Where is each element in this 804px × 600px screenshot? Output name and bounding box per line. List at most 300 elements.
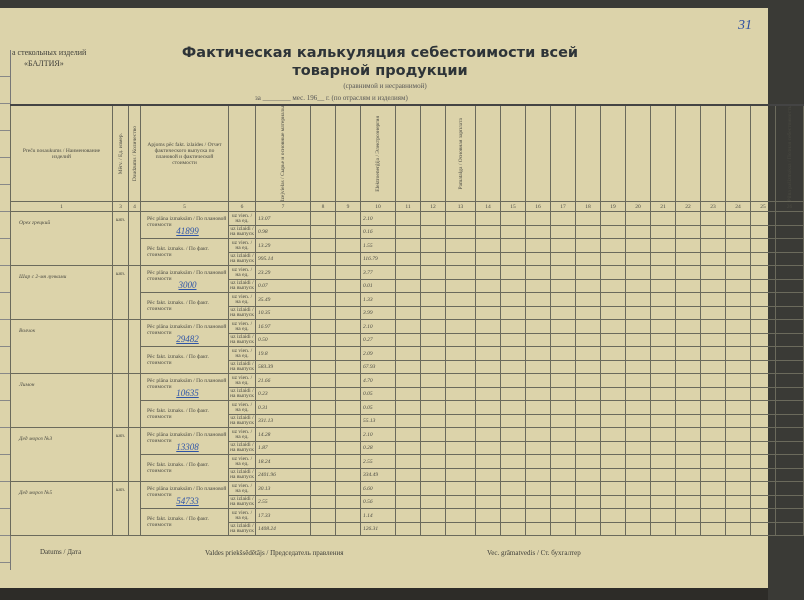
cell	[626, 333, 651, 347]
value-cell: 0.01	[361, 279, 396, 293]
cell	[501, 347, 526, 361]
footer-chairman: Valdes priekšsēdētājs / Председатель правления	[205, 549, 344, 557]
cell	[626, 293, 651, 307]
cell	[601, 509, 626, 523]
cell	[726, 482, 751, 496]
value-cell: 55.13	[361, 414, 396, 428]
cell	[336, 401, 361, 415]
value-cell: 13.29	[256, 239, 311, 253]
cell	[751, 495, 776, 509]
column-number: 18	[576, 202, 601, 212]
cell	[446, 252, 476, 266]
cell	[601, 252, 626, 266]
column-header	[476, 105, 501, 202]
column-number: 14	[476, 202, 501, 212]
cell	[576, 414, 601, 428]
cell	[626, 306, 651, 320]
cell	[421, 239, 446, 253]
cell	[551, 333, 576, 347]
cell	[776, 266, 804, 280]
cell	[311, 360, 336, 374]
cell	[526, 239, 551, 253]
cell	[311, 401, 336, 415]
cell	[776, 495, 804, 509]
unit-basis: uz vien. / на ед.	[229, 212, 256, 226]
cell	[676, 455, 701, 469]
cell	[751, 455, 776, 469]
cell	[526, 482, 551, 496]
column-header: Pamatalga / Основная зарплата	[446, 105, 476, 202]
cell	[311, 239, 336, 253]
unit-basis: uz vien. / на ед.	[229, 239, 256, 253]
column-header	[311, 105, 336, 202]
value-cell: 4.70	[361, 374, 396, 388]
cell	[651, 509, 676, 523]
cell	[526, 320, 551, 334]
cell	[626, 522, 651, 536]
cell	[626, 266, 651, 280]
cell	[576, 333, 601, 347]
planned-quantity: 54733	[176, 496, 199, 507]
column-header	[751, 105, 776, 202]
cell	[776, 360, 804, 374]
value-cell: 2401.96	[256, 468, 311, 482]
cell	[501, 509, 526, 523]
cell	[676, 482, 701, 496]
unit-basis: uz izlaidi / на выпуск	[230, 253, 254, 265]
value-cell: 1.14	[361, 509, 396, 523]
planned-quantity: 41899	[176, 226, 199, 237]
cell	[626, 387, 651, 401]
column-number: 7	[256, 202, 311, 212]
column-header: Preču nosaukums / Наименование изделий	[11, 105, 113, 202]
cell	[751, 333, 776, 347]
cell	[446, 387, 476, 401]
cell	[626, 347, 651, 361]
value-cell: 583.39	[256, 360, 311, 374]
cell	[626, 360, 651, 374]
cell	[396, 468, 421, 482]
cell	[651, 320, 676, 334]
cell	[551, 374, 576, 388]
cell	[651, 522, 676, 536]
cell	[336, 293, 361, 307]
value-cell: 19.8	[256, 347, 311, 361]
cell	[601, 293, 626, 307]
cell	[476, 360, 501, 374]
cell	[576, 279, 601, 293]
cell	[626, 212, 651, 226]
cell	[396, 374, 421, 388]
column-header	[601, 105, 626, 202]
column-header	[726, 105, 751, 202]
cell	[701, 360, 726, 374]
value-cell: 67.93	[361, 360, 396, 374]
row-label: Pēc plāna izmaksām / По плановой стоимости 29482	[141, 320, 229, 347]
cell	[576, 252, 601, 266]
cell	[676, 387, 701, 401]
cell	[526, 387, 551, 401]
value-cell: 18.24	[256, 455, 311, 469]
cell	[751, 414, 776, 428]
cell	[651, 225, 676, 239]
cell	[576, 455, 601, 469]
value-cell: 2.55	[361, 455, 396, 469]
cell	[336, 414, 361, 428]
cell	[751, 401, 776, 415]
cell	[776, 212, 804, 226]
cell	[676, 522, 701, 536]
cell	[501, 320, 526, 334]
cell	[421, 252, 446, 266]
cell	[336, 320, 361, 334]
cell	[726, 468, 751, 482]
cell	[336, 468, 361, 482]
cell	[651, 374, 676, 388]
cell	[726, 455, 751, 469]
cell	[576, 320, 601, 334]
cell	[501, 279, 526, 293]
cell	[701, 347, 726, 361]
cell	[651, 239, 676, 253]
value-cell: 331.13	[256, 414, 311, 428]
column-header: Apjoms pēc fakt. izlaides / Отчет фактического выпуска по плановой и фактической стоимости	[141, 105, 229, 202]
cell	[576, 495, 601, 509]
column-number: 12	[421, 202, 446, 212]
cell	[751, 320, 776, 334]
cell	[701, 225, 726, 239]
cell	[626, 239, 651, 253]
cell	[526, 279, 551, 293]
cell	[726, 212, 751, 226]
cell	[776, 333, 804, 347]
footer-date: Datums / Дата	[40, 548, 82, 556]
cell	[501, 522, 526, 536]
cell	[526, 293, 551, 307]
cell	[576, 212, 601, 226]
cell	[701, 468, 726, 482]
cell	[726, 239, 751, 253]
cell	[476, 414, 501, 428]
cell	[421, 414, 446, 428]
cell	[701, 320, 726, 334]
cell	[776, 441, 804, 455]
cell	[701, 387, 726, 401]
cell	[576, 293, 601, 307]
cell	[526, 522, 551, 536]
cell	[751, 482, 776, 496]
value-cell: 0.56	[361, 495, 396, 509]
cell	[601, 495, 626, 509]
column-header	[551, 105, 576, 202]
cell	[476, 293, 501, 307]
cell	[501, 225, 526, 239]
table-row	[11, 266, 804, 280]
cell	[576, 360, 601, 374]
value-cell: 2.09	[361, 347, 396, 361]
cell	[311, 225, 336, 239]
cell	[501, 374, 526, 388]
cell	[396, 347, 421, 361]
cell	[751, 347, 776, 361]
cell	[396, 522, 421, 536]
unit-basis: uz vien. / на ед.	[229, 401, 256, 415]
row-label: Pēc plāna izmaksām / По плановой стоимости 13308	[141, 428, 229, 455]
cell	[551, 239, 576, 253]
value-cell: 0.16	[361, 225, 396, 239]
cell	[476, 320, 501, 334]
cell	[676, 509, 701, 523]
product-unit: шт.	[113, 266, 129, 320]
product-unit: шт.	[113, 212, 129, 266]
value-cell: 2.10	[361, 212, 396, 226]
column-number: 6	[229, 202, 256, 212]
cell	[446, 306, 476, 320]
cell	[476, 495, 501, 509]
cell	[776, 509, 804, 523]
cell	[651, 279, 676, 293]
unit-basis: uz vien. / на ед.	[229, 266, 256, 280]
row-label: Pēc fakt. izmaks. / По факт. стоимости	[141, 455, 229, 482]
value-cell: 35.49	[256, 293, 311, 307]
cell	[551, 347, 576, 361]
column-header	[336, 105, 361, 202]
cell	[676, 495, 701, 509]
cell	[446, 455, 476, 469]
cell	[476, 374, 501, 388]
unit-basis: uz izlaidi / на выпуск	[230, 469, 254, 481]
cell	[501, 239, 526, 253]
cell	[676, 293, 701, 307]
value-cell: 30.13	[256, 482, 311, 496]
column-header	[501, 105, 526, 202]
cell	[676, 428, 701, 442]
cell	[701, 279, 726, 293]
cell	[396, 266, 421, 280]
cell	[476, 306, 501, 320]
cell	[446, 428, 476, 442]
cell	[726, 360, 751, 374]
cell	[576, 482, 601, 496]
cell	[446, 482, 476, 496]
cell	[336, 360, 361, 374]
value-cell: 0.05	[361, 387, 396, 401]
cell	[576, 401, 601, 415]
cell	[726, 347, 751, 361]
column-number: 10	[361, 202, 396, 212]
value-cell: 0.07	[256, 279, 311, 293]
cell	[651, 441, 676, 455]
cell	[526, 347, 551, 361]
cell	[446, 279, 476, 293]
cell	[626, 482, 651, 496]
cell	[551, 414, 576, 428]
cell	[626, 279, 651, 293]
cell	[551, 428, 576, 442]
cell	[601, 468, 626, 482]
cell	[396, 401, 421, 415]
cell	[396, 225, 421, 239]
cell	[526, 333, 551, 347]
cell	[421, 347, 446, 361]
column-header	[421, 105, 446, 202]
cell	[551, 320, 576, 334]
row-label: Pēc fakt. izmaks. / По факт. стоимости	[141, 509, 229, 536]
cell	[501, 414, 526, 428]
cell	[526, 252, 551, 266]
cell	[526, 266, 551, 280]
cell	[526, 414, 551, 428]
cell	[421, 401, 446, 415]
value-cell: 0.28	[361, 441, 396, 455]
cell	[626, 468, 651, 482]
cell	[701, 252, 726, 266]
cell	[476, 468, 501, 482]
column-header	[626, 105, 651, 202]
unit-basis: uz izlaidi / на выпуск	[230, 226, 254, 238]
product-unit: шт.	[113, 428, 129, 482]
cell	[476, 441, 501, 455]
cell	[651, 468, 676, 482]
cell	[476, 212, 501, 226]
unit-basis: uz izlaidi / на выпуск	[230, 280, 254, 292]
value-cell: 0.31	[256, 401, 311, 415]
document-subtitle: (сравнимой и несравнимой)	[343, 82, 427, 90]
cell	[601, 482, 626, 496]
value-cell: 3.77	[361, 266, 396, 280]
cell	[776, 468, 804, 482]
cell	[396, 509, 421, 523]
cell	[551, 482, 576, 496]
quantity-cell	[129, 428, 141, 482]
cell	[651, 252, 676, 266]
cell	[446, 293, 476, 307]
cell	[526, 401, 551, 415]
unit-basis: uz vien. / на ед.	[229, 320, 256, 334]
cell	[676, 401, 701, 415]
cell	[726, 414, 751, 428]
cell	[701, 239, 726, 253]
cell	[336, 482, 361, 496]
cell	[476, 239, 501, 253]
cell	[726, 293, 751, 307]
value-cell: 1408.24	[256, 522, 311, 536]
cell	[551, 495, 576, 509]
unit-basis: uz vien. / на ед.	[229, 293, 256, 307]
cell	[576, 428, 601, 442]
table-row	[11, 212, 804, 226]
cell	[751, 374, 776, 388]
cell	[526, 306, 551, 320]
column-header	[576, 105, 601, 202]
unit-basis: uz vien. / на ед.	[229, 455, 256, 469]
cell	[311, 441, 336, 455]
cell	[626, 441, 651, 455]
cell	[311, 293, 336, 307]
cell	[476, 266, 501, 280]
cell	[726, 333, 751, 347]
cell	[601, 428, 626, 442]
unit-basis: uz izlaidi / на выпуск	[230, 523, 254, 535]
cell	[336, 333, 361, 347]
cell	[751, 266, 776, 280]
cell	[526, 212, 551, 226]
cell	[421, 293, 446, 307]
cell	[396, 279, 421, 293]
cell	[526, 360, 551, 374]
column-header	[651, 105, 676, 202]
cell	[336, 522, 361, 536]
cell	[776, 239, 804, 253]
cell	[421, 387, 446, 401]
column-number: 26	[776, 202, 804, 212]
cell	[776, 522, 804, 536]
row-label: Pēc plāna izmaksām / По плановой стоимости 10635	[141, 374, 229, 401]
cell	[726, 441, 751, 455]
cell	[446, 468, 476, 482]
cell	[311, 320, 336, 334]
scan-edge	[0, 588, 768, 600]
value-cell: 334.49	[361, 468, 396, 482]
cell	[751, 225, 776, 239]
column-header	[526, 105, 551, 202]
cell	[576, 441, 601, 455]
cell	[526, 455, 551, 469]
cell	[476, 387, 501, 401]
cell	[626, 509, 651, 523]
cell	[396, 293, 421, 307]
cell	[421, 360, 446, 374]
cell	[651, 455, 676, 469]
cell	[396, 387, 421, 401]
product-name: Лимон	[11, 374, 113, 428]
cell	[501, 482, 526, 496]
value-cell: 14.28	[256, 428, 311, 442]
value-cell: 23.29	[256, 266, 311, 280]
cell	[726, 320, 751, 334]
cell	[476, 279, 501, 293]
cell	[601, 225, 626, 239]
cell	[551, 225, 576, 239]
cell	[701, 509, 726, 523]
product-name: Дед мороз №5	[11, 482, 113, 536]
unit-basis: uz izlaidi / на выпуск	[230, 442, 254, 454]
cell	[446, 212, 476, 226]
value-cell: 10.35	[256, 306, 311, 320]
cell	[421, 428, 446, 442]
cell	[726, 387, 751, 401]
cell	[576, 522, 601, 536]
column-number: 5	[141, 202, 229, 212]
cell	[751, 306, 776, 320]
cell	[446, 414, 476, 428]
cell	[626, 401, 651, 415]
cell	[601, 401, 626, 415]
cell	[396, 239, 421, 253]
document-title: Фактическая калькуляция себестоимости всей товарной продукции	[181, 45, 579, 79]
cell	[676, 374, 701, 388]
cell	[501, 468, 526, 482]
column-header: Pilna pašizmaksa / Полная себестоимость	[776, 105, 804, 202]
cell	[601, 414, 626, 428]
cell	[336, 239, 361, 253]
unit-basis: uz izlaidi / на выпуск	[230, 361, 254, 373]
cell	[421, 441, 446, 455]
value-cell: 1.55	[361, 239, 396, 253]
cell	[421, 468, 446, 482]
cell	[446, 225, 476, 239]
value-cell: 2.10	[361, 320, 396, 334]
